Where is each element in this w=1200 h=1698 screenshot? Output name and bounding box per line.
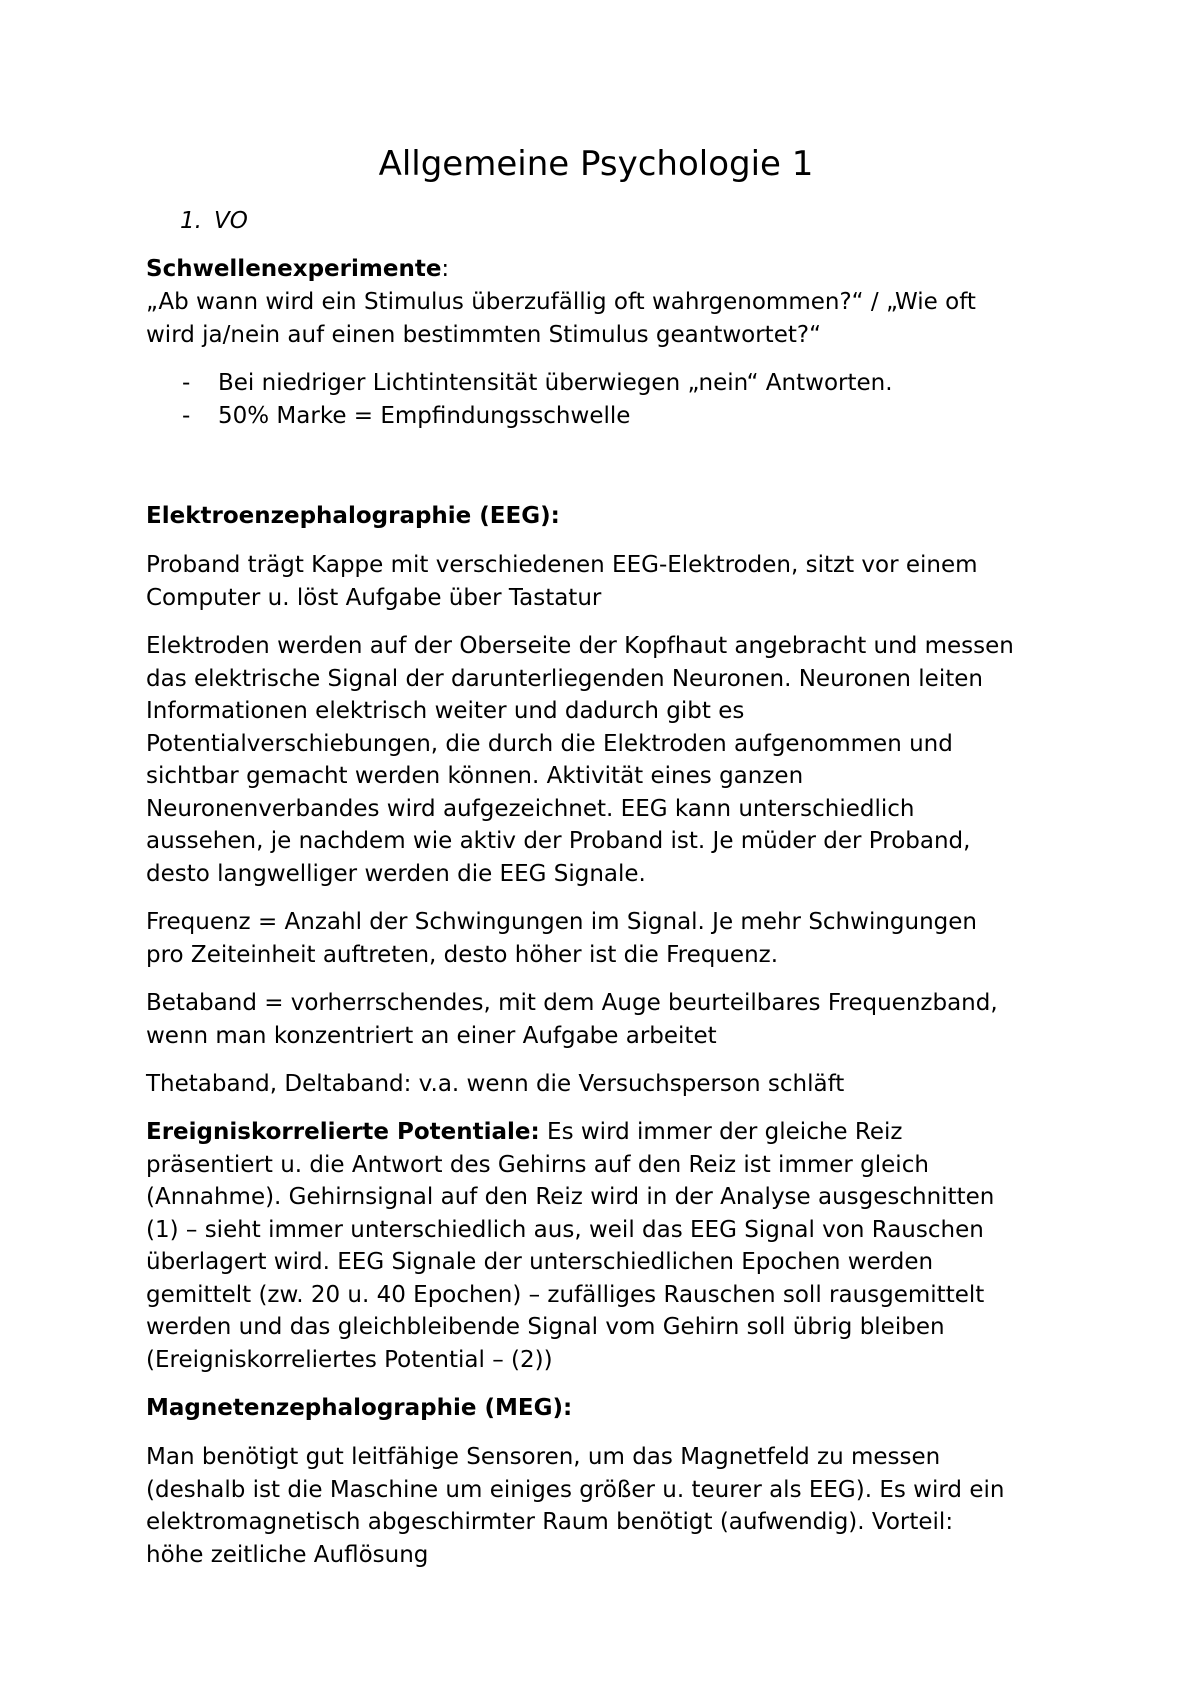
paragraph-eeg-2 (146, 630, 1066, 890)
paragraph-eeg-4 (146, 987, 1066, 1052)
text-line: Neuronenverbandes wird aufgezeichnet. EEG kann unterschiedlich (146, 795, 915, 822)
text-line: (Ereigniskorreliertes Potential – (2)) (146, 1346, 553, 1373)
text-line: werden und das gleichbleibende Signal vom Gehirn soll übrig bleiben (146, 1314, 945, 1340)
text-line: wird ja/nein auf einen bestimmten Stimulus geantwortet?“ (146, 321, 821, 348)
text-line: Es wird immer der gleiche Reiz (539, 1119, 903, 1145)
text-line: das elektrische Signal der darunterliegenden Neuronen. Neuronen leiten (146, 665, 983, 692)
section-heading-meg: Magnetenzephalographie (MEG): (146, 1395, 573, 1421)
bullet-dash: - (182, 403, 191, 429)
bullet-dash: - (182, 370, 191, 396)
text-line: pro Zeiteinheit auftreten, desto höher ist die Frequenz. (146, 941, 779, 968)
text-line: (Annahme). Gehirnsignal auf den Reiz wird in der Analyse ausgeschnitten (146, 1184, 995, 1210)
text-line: (1) – sieht immer unterschiedlich aus, weil das EEG Signal von Rauschen (146, 1216, 984, 1243)
text-line: elektromagnetisch abgeschirmter Raum benötigt (aufwendig). Vorteil: (146, 1509, 954, 1535)
text-line: (deshalb ist die Maschine um einiges größer u. teurer als EEG). Es wird ein (146, 1476, 1005, 1503)
text-line: wenn man konzentriert an einer Aufgabe arbeitet (146, 1022, 717, 1049)
text-line: Frequenz = Anzahl der Schwingungen im Signal. Je mehr Schwingungen (146, 909, 977, 935)
text-line: überlagert wird. EEG Signale der unterschiedlichen Epochen werden (146, 1249, 934, 1275)
text-line: Potentialverschiebungen, die durch die Elektroden aufgenommen und (146, 730, 953, 757)
text-line: „Ab wann wird ein Stimulus überzufällig oft wahrgenommen?“ / „Wie oft (146, 289, 976, 315)
list-item-number: 1. (180, 208, 202, 234)
section-heading-eeg: Elektroenzephalographie (EEG): (146, 503, 560, 529)
paragraph-meg (146, 1441, 1066, 1571)
text-line: Man benötigt gut leitfähige Sensoren, um das Magnetfeld zu messen (146, 1444, 941, 1470)
text-line: gemittelt (zw. 20 u. 40 Epochen) – zufälliges Rauschen soll rausgemittelt (146, 1281, 985, 1308)
document-title: Allgemeine Psychologie 1 (378, 144, 814, 184)
heading-colon: : (441, 256, 450, 282)
paragraph-eeg-5 (146, 1068, 1066, 1101)
text-line: Thetaband, Deltaband: v.a. wenn die Versuchsperson schläft (146, 1071, 845, 1097)
text-line: Computer u. löst Aufgabe über Tastatur (146, 584, 602, 611)
paragraph-erp (146, 1116, 1066, 1376)
section-heading-schwellen (146, 253, 1066, 286)
bullet-item (182, 367, 1042, 400)
text-line: höhe zeitliche Auflösung (146, 1541, 429, 1568)
numbered-list-item (180, 205, 248, 237)
heading-ereigniskorrelierte-potentiale: Ereigniskorrelierte Potentiale: (146, 1119, 540, 1145)
heading-schwellenexperimente: Schwellenexperimente (146, 256, 442, 282)
text-line: desto langwelliger werden die EEG Signale. (146, 860, 646, 887)
paragraph-eeg-1 (146, 549, 1066, 614)
text-line: Betaband = vorherrschendes, mit dem Auge beurteilbares Frequenzband, (146, 990, 998, 1016)
bullet-text: Bei niedriger Lichtintensität überwiegen „nein“ Antworten. (218, 370, 893, 396)
bullet-item (182, 400, 1042, 433)
text-line: sichtbar gemacht werden können. Aktivität eines ganzen (146, 763, 804, 789)
text-line: Proband trägt Kappe mit verschiedenen EEG-Elektroden, sitzt vor einem (146, 552, 978, 578)
text-line: Elektroden werden auf der Oberseite der Kopfhaut angebracht und messen (146, 633, 1014, 659)
text-line: präsentiert u. die Antwort des Gehirns auf den Reiz ist immer gleich (146, 1151, 929, 1178)
paragraph-question (146, 286, 1066, 351)
text-line: Informationen elektrisch weiter und dadurch gibt es (146, 698, 745, 724)
bullet-text: 50% Marke = Empfindungsschwelle (218, 403, 631, 429)
text-line: aussehen, je nachdem wie aktiv der Proband ist. Je müder der Proband, (146, 828, 971, 854)
list-item-text: VO (214, 208, 248, 234)
paragraph-eeg-3 (146, 906, 1066, 971)
